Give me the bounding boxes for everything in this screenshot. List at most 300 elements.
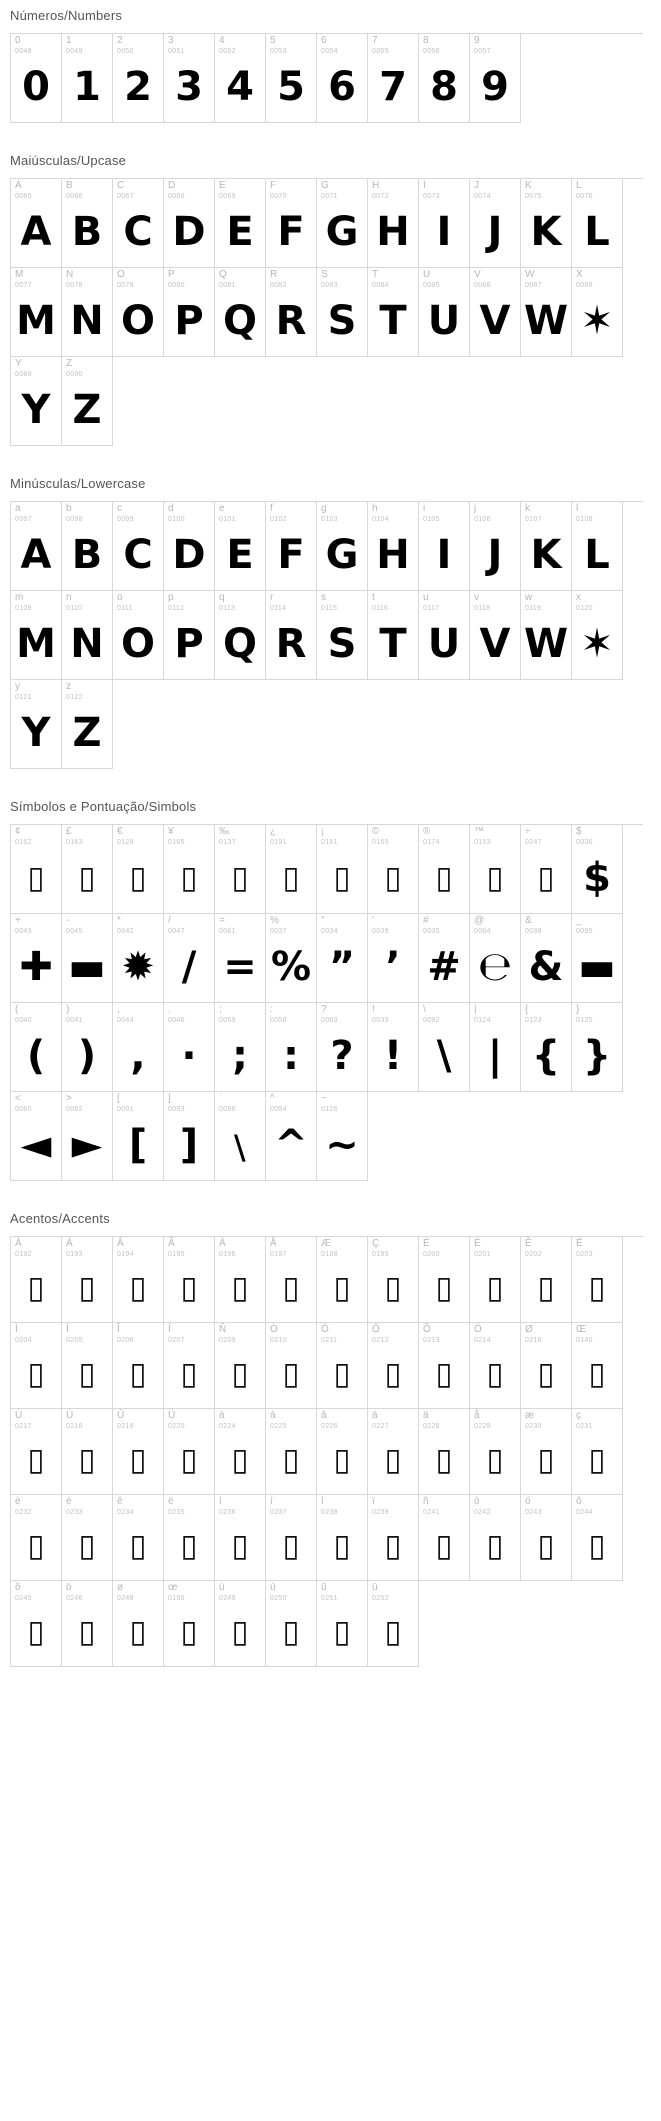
glyph-preview: ▯: [588, 1528, 606, 1564]
glyph-preview: ^: [274, 1122, 308, 1168]
glyph-meta: [317, 1323, 367, 1344]
glyph-cell[interactable]: [368, 1409, 419, 1495]
glyph-preview: ▬: [578, 944, 616, 990]
glyph-cell[interactable]: [317, 502, 368, 591]
glyph-preview: Q: [222, 298, 257, 344]
glyph-meta: [266, 914, 316, 935]
glyph-cell[interactable]: [113, 502, 164, 591]
glyph-preview: 7: [379, 64, 407, 110]
glyph-cell[interactable]: [572, 1323, 623, 1409]
glyph-cell[interactable]: [317, 1323, 368, 1409]
glyph-code: 0074: [474, 193, 491, 200]
section-title-accents: Acentos/Accents: [10, 1211, 110, 1226]
glyph-code: 0110: [66, 605, 83, 612]
glyph-char-label: Ï: [168, 1324, 171, 1335]
glyph-cell[interactable]: [368, 1003, 419, 1092]
glyph-char-label: =: [219, 915, 225, 926]
glyph-preview: ▯: [384, 1270, 402, 1306]
glyph-preview: =: [223, 944, 257, 990]
glyph-cell[interactable]: [419, 1003, 470, 1092]
glyph-cell[interactable]: [62, 591, 113, 680]
glyph-preview: ▯: [486, 859, 504, 896]
glyph-cell[interactable]: [317, 1092, 368, 1181]
glyph-char-label: Î: [117, 1324, 120, 1335]
glyph-preview: ▯: [231, 1442, 249, 1478]
glyph-cell[interactable]: [62, 357, 113, 446]
glyph-cell[interactable]: [113, 591, 164, 680]
glyph-char-label: P: [168, 269, 175, 280]
glyph-cell[interactable]: [11, 179, 62, 268]
glyph-meta: [215, 34, 265, 55]
glyph-cell[interactable]: [521, 1323, 572, 1409]
glyph-cell[interactable]: [164, 591, 215, 680]
glyph-cell[interactable]: [521, 268, 572, 357]
glyph-cell[interactable]: [215, 1495, 266, 1581]
glyph-meta: [317, 34, 367, 55]
glyph-meta: [164, 34, 214, 55]
glyph-char-label: ;: [219, 1004, 222, 1015]
glyph-code: 0079: [117, 282, 134, 289]
glyph-cell[interactable]: [317, 825, 368, 914]
glyph-preview: ✶: [580, 621, 614, 667]
glyph-cell[interactable]: [164, 1003, 215, 1092]
glyph-cell[interactable]: [470, 1237, 521, 1323]
glyph-char-label: /: [168, 915, 171, 926]
glyph-cell[interactable]: [368, 1237, 419, 1323]
glyph-cell[interactable]: [11, 502, 62, 591]
glyph-code: 0063: [321, 1017, 338, 1024]
glyph-cell[interactable]: [215, 825, 266, 914]
glyph-cell[interactable]: [317, 268, 368, 357]
glyph-cell[interactable]: [317, 1495, 368, 1581]
glyph-cell[interactable]: [62, 502, 113, 591]
glyph-char-label: ¥: [168, 826, 174, 837]
glyph-cell[interactable]: [470, 1409, 521, 1495]
glyph-cell[interactable]: [419, 825, 470, 914]
glyph-cell[interactable]: [266, 179, 317, 268]
glyph-char-label: ö: [66, 1582, 72, 1593]
glyph-cell[interactable]: [317, 1003, 368, 1092]
glyph-char-label: +: [15, 915, 21, 926]
glyph-cell[interactable]: [215, 1237, 266, 1323]
glyph-char-label: a: [15, 503, 21, 514]
glyph-meta: [113, 502, 163, 523]
glyph-meta: [11, 34, 61, 55]
glyph-cell[interactable]: [11, 680, 62, 769]
glyph-code: 0191: [270, 839, 287, 846]
glyph-preview: &: [528, 944, 564, 990]
glyph-cell[interactable]: [521, 179, 572, 268]
glyph-cell[interactable]: [470, 34, 521, 123]
glyph-cell[interactable]: [266, 268, 317, 357]
section-title-numbers: Números/Numbers: [10, 8, 123, 23]
glyph-cell[interactable]: [11, 825, 62, 914]
glyph-meta: [368, 268, 418, 289]
glyph-code: 0248: [117, 1595, 134, 1602]
glyph-meta: [266, 1092, 316, 1113]
glyph-cell[interactable]: [521, 1237, 572, 1323]
glyph-cell[interactable]: [266, 1003, 317, 1092]
glyph-code: 0210: [270, 1337, 287, 1344]
glyph-cell[interactable]: [113, 1003, 164, 1092]
glyph-char-label: *: [117, 915, 121, 926]
glyph-cell[interactable]: [572, 1409, 623, 1495]
glyph-code: 0039: [372, 928, 389, 935]
glyph-code: 0124: [474, 1017, 491, 1024]
glyph-preview: Z: [72, 710, 102, 756]
glyph-cell[interactable]: [11, 1581, 62, 1667]
glyph-cell[interactable]: [113, 1495, 164, 1581]
glyph-cell[interactable]: [164, 1323, 215, 1409]
glyph-code: 0235: [168, 1509, 185, 1516]
glyph-cell[interactable]: [164, 502, 215, 591]
glyph-cell[interactable]: [164, 268, 215, 357]
glyph-code: 0041: [66, 1017, 83, 1024]
glyph-char-label: ú: [270, 1582, 276, 1593]
glyph-char-label: É: [474, 1238, 481, 1249]
glyph-char-label: &: [525, 915, 532, 926]
glyph-meta: [113, 1495, 163, 1516]
glyph-preview: 8: [430, 64, 458, 110]
glyph-cell[interactable]: [215, 1581, 266, 1667]
glyph-cell[interactable]: [470, 1323, 521, 1409]
glyph-code: 0236: [219, 1509, 236, 1516]
glyph-code: 0077: [15, 282, 32, 289]
glyph-cell[interactable]: [266, 1092, 317, 1181]
glyph-cell[interactable]: [164, 1409, 215, 1495]
glyph-cell[interactable]: [572, 1495, 623, 1581]
glyph-cell[interactable]: [572, 825, 623, 914]
glyph-cell[interactable]: [164, 825, 215, 914]
glyph-cell[interactable]: [11, 1495, 62, 1581]
glyph-preview: Y: [21, 710, 51, 756]
glyph-cell[interactable]: [470, 179, 521, 268]
glyph-char-label: i: [423, 503, 426, 514]
glyph-cell[interactable]: [266, 825, 317, 914]
glyph-cell[interactable]: [62, 34, 113, 123]
glyph-cell[interactable]: [419, 502, 470, 591]
glyph-code: 0115: [321, 605, 338, 612]
glyph-cell[interactable]: [62, 1495, 113, 1581]
glyph-cell[interactable]: [266, 914, 317, 1003]
glyph-cell[interactable]: [11, 1003, 62, 1092]
glyph-code: 0089: [15, 371, 32, 378]
glyph-cell[interactable]: [368, 825, 419, 914]
glyph-grid-lowercase: [10, 501, 643, 769]
glyph-meta: [113, 1409, 163, 1430]
glyph-cell[interactable]: [62, 1409, 113, 1495]
glyph-cell[interactable]: [470, 825, 521, 914]
glyph-cell[interactable]: [419, 1323, 470, 1409]
glyph-char-label: E: [219, 180, 226, 191]
glyph-char-label: Ú: [66, 1410, 74, 1421]
glyph-cell[interactable]: [11, 357, 62, 446]
glyph-cell[interactable]: [215, 1092, 266, 1181]
glyph-meta: [113, 1003, 163, 1024]
glyph-cell[interactable]: [470, 1003, 521, 1092]
glyph-preview: 9: [481, 64, 509, 110]
glyph-code: 0114: [270, 605, 287, 612]
glyph-cell[interactable]: [164, 1581, 215, 1667]
glyph-cell[interactable]: [164, 914, 215, 1003]
glyph-cell[interactable]: [317, 1581, 368, 1667]
glyph-cell[interactable]: [11, 1092, 62, 1181]
glyph-code: 0245: [15, 1595, 32, 1602]
glyph-code: 0237: [270, 1509, 287, 1516]
glyph-char-label: w: [525, 592, 533, 603]
glyph-cell[interactable]: [521, 1003, 572, 1092]
glyph-cell[interactable]: [11, 1237, 62, 1323]
glyph-char-label: t: [372, 592, 375, 603]
glyph-cell[interactable]: [164, 1495, 215, 1581]
glyph-cell[interactable]: [368, 179, 419, 268]
glyph-cell[interactable]: [470, 914, 521, 1003]
glyph-cell[interactable]: [266, 591, 317, 680]
glyph-cell[interactable]: [11, 1323, 62, 1409]
glyph-cell[interactable]: [215, 502, 266, 591]
glyph-meta: [113, 825, 163, 846]
glyph-cell[interactable]: [11, 1409, 62, 1495]
glyph-cell[interactable]: [62, 1237, 113, 1323]
glyph-cell[interactable]: [317, 1237, 368, 1323]
glyph-cell[interactable]: [266, 1409, 317, 1495]
glyph-cell[interactable]: [11, 268, 62, 357]
glyph-code: 0252: [372, 1595, 389, 1602]
glyph-preview: ▯: [333, 859, 351, 896]
glyph-cell[interactable]: [62, 914, 113, 1003]
glyph-cell[interactable]: [113, 268, 164, 357]
glyph-code: 0156: [168, 1595, 185, 1602]
section-upcase: [0, 145, 661, 446]
glyph-cell[interactable]: [572, 591, 623, 680]
glyph-cell[interactable]: [572, 502, 623, 591]
glyph-preview: ▯: [180, 1356, 198, 1392]
glyph-code: 0128: [117, 839, 134, 846]
glyph-char-label: C: [117, 180, 125, 191]
glyph-cell[interactable]: [164, 179, 215, 268]
glyph-code: 0217: [15, 1423, 32, 1430]
glyph-char-label: `: [219, 1093, 223, 1104]
glyph-cell[interactable]: [11, 591, 62, 680]
glyph-char-label: ]: [168, 1093, 171, 1104]
glyph-cell[interactable]: [521, 1495, 572, 1581]
glyph-cell[interactable]: [113, 825, 164, 914]
glyph-code: 0033: [372, 1017, 389, 1024]
glyph-char-label: _: [576, 915, 582, 926]
glyph-cell[interactable]: [215, 591, 266, 680]
glyph-cell[interactable]: [419, 914, 470, 1003]
glyph-cell[interactable]: [572, 914, 623, 1003]
glyph-cell[interactable]: [368, 591, 419, 680]
glyph-preview: $: [583, 855, 611, 901]
glyph-char-label: 5: [270, 35, 276, 46]
glyph-char-label: é: [66, 1496, 72, 1507]
glyph-meta: [317, 914, 367, 935]
glyph-cell[interactable]: [62, 268, 113, 357]
glyph-cell[interactable]: [11, 914, 62, 1003]
glyph-meta: [215, 1581, 265, 1602]
glyph-code: 0239: [372, 1509, 389, 1516]
glyph-cell[interactable]: [368, 914, 419, 1003]
glyph-cell[interactable]: [62, 179, 113, 268]
glyph-code: 0058: [270, 1017, 287, 1024]
glyph-char-label: Ê: [525, 1238, 532, 1249]
glyph-cell[interactable]: [419, 179, 470, 268]
glyph-cell[interactable]: [317, 179, 368, 268]
glyph-cell[interactable]: [521, 825, 572, 914]
glyph-cell[interactable]: [62, 825, 113, 914]
glyph-preview: ▯: [537, 859, 555, 896]
glyph-code: 0082: [270, 282, 287, 289]
glyph-cell[interactable]: [419, 268, 470, 357]
section-symbols: [0, 791, 661, 1181]
glyph-code: 0242: [474, 1509, 491, 1516]
glyph-meta: [113, 591, 163, 612]
glyph-cell[interactable]: [113, 1237, 164, 1323]
glyph-char-label: ®: [423, 826, 431, 837]
glyph-cell[interactable]: [113, 34, 164, 123]
glyph-cell[interactable]: [113, 179, 164, 268]
glyph-cell[interactable]: [368, 34, 419, 123]
glyph-cell[interactable]: [317, 1409, 368, 1495]
glyph-cell[interactable]: [11, 34, 62, 123]
glyph-cell[interactable]: [62, 1323, 113, 1409]
glyph-code: 0036: [576, 839, 593, 846]
glyph-char-label: b: [66, 503, 72, 514]
glyph-meta: [419, 1003, 469, 1024]
glyph-code: 0062: [66, 1106, 83, 1113]
glyph-cell[interactable]: [521, 591, 572, 680]
glyph-cell[interactable]: [572, 268, 623, 357]
glyph-cell[interactable]: [368, 268, 419, 357]
glyph-preview: C: [123, 209, 153, 255]
glyph-meta: [215, 825, 265, 846]
glyph-meta: [572, 1409, 622, 1430]
glyph-meta: [521, 914, 571, 935]
glyph-preview: ▯: [129, 1270, 147, 1306]
glyph-code: 0055: [372, 48, 389, 55]
glyph-meta: [11, 1323, 61, 1344]
glyph-cell[interactable]: [572, 1003, 623, 1092]
glyph-char-label: û: [321, 1582, 327, 1593]
glyph-cell[interactable]: [164, 34, 215, 123]
glyph-cell[interactable]: [368, 1495, 419, 1581]
glyph-preview: ·: [181, 1033, 197, 1079]
glyph-meta: [317, 502, 367, 523]
glyph-cell[interactable]: [470, 268, 521, 357]
glyph-cell[interactable]: [419, 34, 470, 123]
glyph-cell[interactable]: [113, 914, 164, 1003]
glyph-code: 0212: [372, 1337, 389, 1344]
glyph-code: 0198: [321, 1251, 338, 1258]
glyph-preview: ~: [325, 1122, 359, 1168]
glyph-cell[interactable]: [164, 1092, 215, 1181]
glyph-cell[interactable]: [470, 1495, 521, 1581]
glyph-char-label: ï: [372, 1496, 375, 1507]
glyph-cell[interactable]: [521, 502, 572, 591]
glyph-meta: [470, 591, 520, 612]
glyph-cell[interactable]: [215, 268, 266, 357]
glyph-cell[interactable]: [419, 1409, 470, 1495]
glyph-cell[interactable]: [368, 1323, 419, 1409]
glyph-cell[interactable]: [368, 502, 419, 591]
glyph-preview: K: [530, 532, 562, 578]
glyph-cell[interactable]: [215, 179, 266, 268]
glyph-char-label: I: [423, 180, 426, 191]
glyph-meta: [215, 179, 265, 200]
glyph-char-label: ": [321, 915, 325, 926]
glyph-code: 0087: [525, 282, 542, 289]
glyph-char-label: ¢: [15, 826, 21, 837]
glyph-cell[interactable]: [572, 179, 623, 268]
glyph-cell[interactable]: [521, 1409, 572, 1495]
glyph-cell[interactable]: [215, 1003, 266, 1092]
glyph-cell[interactable]: [113, 1323, 164, 1409]
glyph-cell[interactable]: [62, 1092, 113, 1181]
glyph-char-label: Œ: [576, 1324, 586, 1335]
glyph-meta: [572, 179, 622, 200]
glyph-preview: ;: [232, 1033, 248, 1079]
glyph-cell[interactable]: [215, 914, 266, 1003]
glyph-meta: [368, 34, 418, 55]
glyph-char-label: ': [372, 915, 374, 926]
glyph-meta: [419, 1495, 469, 1516]
glyph-char-label: n: [66, 592, 72, 603]
glyph-code: 0165: [168, 839, 185, 846]
glyph-cell[interactable]: [317, 914, 368, 1003]
glyph-cell[interactable]: [113, 1409, 164, 1495]
glyph-cell[interactable]: [113, 1092, 164, 1181]
glyph-preview: (: [26, 1033, 46, 1079]
glyph-cell[interactable]: [470, 591, 521, 680]
glyph-cell[interactable]: [266, 1495, 317, 1581]
glyph-preview: A: [20, 209, 52, 255]
glyph-cell[interactable]: [317, 34, 368, 123]
glyph-cell[interactable]: [62, 1003, 113, 1092]
glyph-code: 0070: [270, 193, 287, 200]
glyph-cell[interactable]: [266, 1581, 317, 1667]
glyph-cell[interactable]: [419, 1495, 470, 1581]
glyph-cell[interactable]: [572, 1237, 623, 1323]
glyph-cell[interactable]: [215, 34, 266, 123]
glyph-cell[interactable]: [419, 591, 470, 680]
glyph-cell[interactable]: [521, 914, 572, 1003]
glyph-cell[interactable]: [62, 680, 113, 769]
glyph-code: 0125: [576, 1017, 593, 1024]
glyph-meta: [419, 1237, 469, 1258]
glyph-cell[interactable]: [368, 1581, 419, 1667]
glyph-cell[interactable]: [266, 1237, 317, 1323]
glyph-code: 0231: [576, 1423, 593, 1430]
glyph-preview: 0: [22, 64, 50, 110]
glyph-cell[interactable]: [470, 502, 521, 591]
glyph-cell[interactable]: [62, 1581, 113, 1667]
glyph-cell[interactable]: [215, 1323, 266, 1409]
glyph-code: 0057: [474, 48, 491, 55]
glyph-cell[interactable]: [113, 1581, 164, 1667]
glyph-cell[interactable]: [266, 34, 317, 123]
glyph-cell[interactable]: [266, 1323, 317, 1409]
glyph-cell[interactable]: [317, 591, 368, 680]
glyph-code: 0109: [15, 605, 32, 612]
glyph-char-label: Ø: [525, 1324, 533, 1335]
glyph-cell[interactable]: [419, 1237, 470, 1323]
glyph-char-label: Q: [219, 269, 227, 280]
glyph-preview: L: [584, 532, 610, 578]
glyph-cell[interactable]: [266, 502, 317, 591]
glyph-cell[interactable]: [215, 1409, 266, 1495]
glyph-cell[interactable]: [164, 1237, 215, 1323]
